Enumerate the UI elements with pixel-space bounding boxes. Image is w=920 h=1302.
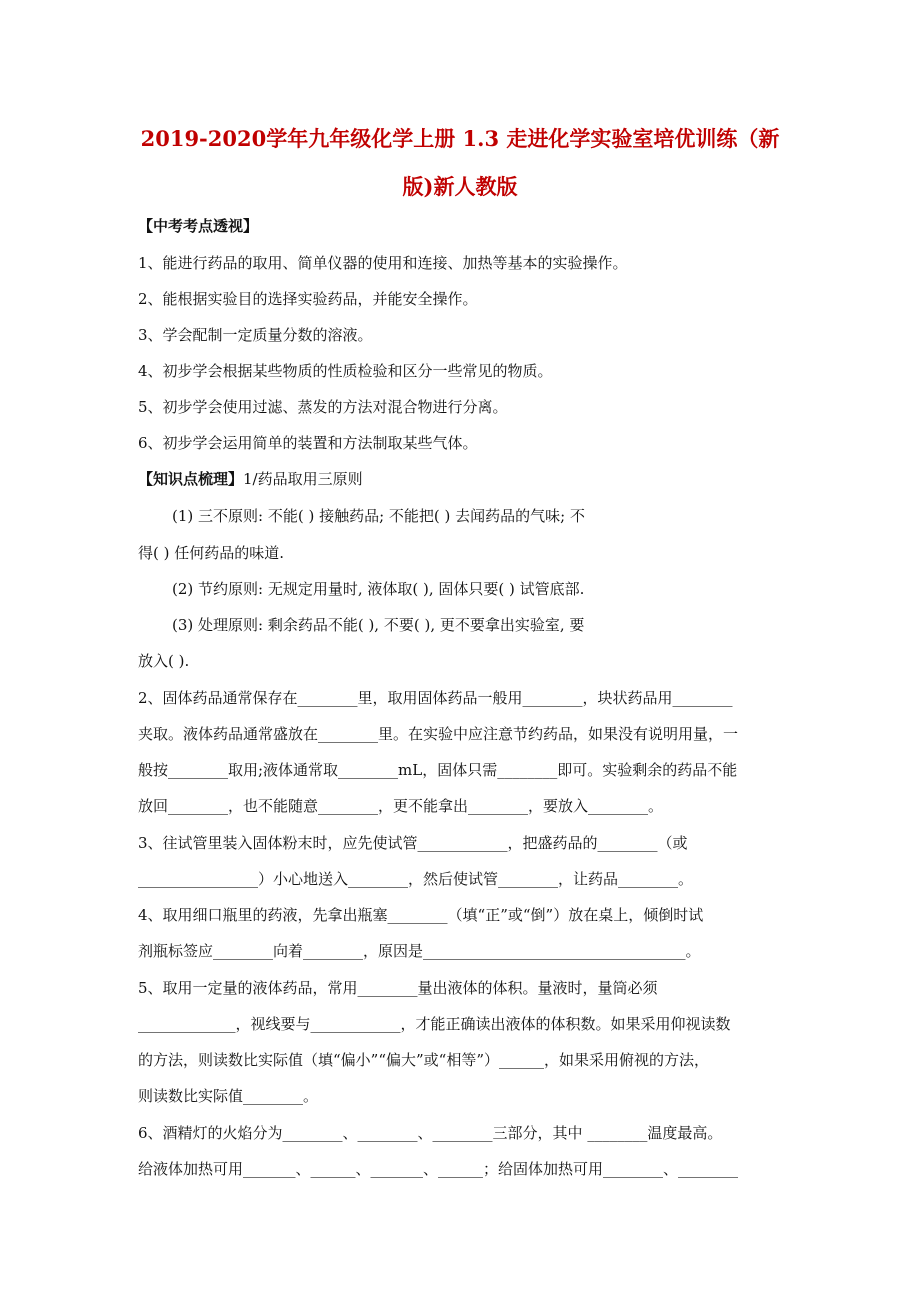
section-heading-exam-points: 【中考考点透视】: [138, 217, 259, 235]
exam-point-3: 3、学会配制一定质量分数的溶液。: [138, 326, 373, 344]
section-heading-knowledge: [138, 469, 363, 489]
principle-1-line-1: (1) 三不原则: 不能( ) 接触药品; 不能把( ) 去闻药品的气味; 不: [172, 507, 585, 525]
question-3-line-2: ________________）小心地送入________，然后使试管________，让药品________。: [138, 870, 694, 888]
principle-3-line-2: 放入( ).: [138, 652, 190, 670]
exam-point-5: 5、初步学会使用过滤、蒸发的方法对混合物进行分离。: [138, 398, 508, 416]
knowledge-heading-label: 【知识点梳理】: [138, 470, 244, 488]
exam-point-2: 2、能根据实验目的选择实验药品，并能安全操作。: [138, 290, 478, 308]
question-2-line-1: 2、固体药品通常保存在________里，取用固体药品一般用________，块状药品用________: [138, 689, 733, 707]
principle-3-line-1: (3) 处理原则: 剩余药品不能( ), 不要( ), 更不要拿出实验室, 要: [172, 616, 585, 634]
question-6-line-1: 6、酒精灯的火焰分为________、________、________三部分，其中 ________温度最高。: [138, 1124, 723, 1142]
question-2-line-3: 般按________取用;液体通常取________mL，固体只需________即可。实验剩余的药品不能: [138, 761, 738, 779]
question-5-line-2: _____________，视线要与____________，才能正确读出液体的体积数。如果采用仰视读数: [138, 1015, 731, 1033]
question-5-line-1: 5、取用一定量的液体药品，常用________量出液体的体积。量液时，量筒必须: [138, 979, 658, 997]
question-2-line-2: 夹取。液体药品通常盛放在________里。在实验中应注意节约药品，如果没有说明用量，一: [138, 725, 739, 743]
question-4-line-1: 4、取用细口瓶里的药液，先拿出瓶塞________（填“正”或“倒”）放在桌上，倾倒时试: [138, 906, 704, 924]
document-title-line-1: 2019-2020学年九年级化学上册 1.3 走进化学实验室培优训练（新: [140, 126, 780, 151]
exam-point-1: 1、能进行药品的取用、简单仪器的使用和连接、加热等基本的实验操作。: [138, 254, 628, 272]
question-4-line-2: 剂瓶标签应________向着________，原因是___________________________________。: [138, 942, 701, 960]
exam-point-4: 4、初步学会根据某些物质的性质检验和区分一些常见的物质。: [138, 362, 553, 380]
question-3-line-1: 3、往试管里装入固体粉末时，应先使试管____________，把盛药品的________（或: [138, 834, 688, 852]
question-5-line-4: 则读数比实际值________。: [138, 1087, 319, 1105]
knowledge-heading-subtitle: 1/药品取用三原则: [243, 470, 363, 488]
principle-1-line-2: 得( ) 任何药品的味道.: [138, 544, 285, 562]
question-2-line-4: 放回________，也不能随意________，更不能拿出________，要放入________。: [138, 797, 664, 815]
principle-2: (2) 节约原则: 无规定用量时, 液体取( ), 固体只要( ) 试管底部.: [172, 580, 585, 598]
exam-point-6: 6、初步学会运用简单的装置和方法制取某些气体。: [138, 434, 478, 452]
question-6-line-2: 给液体加热可用_______、______、_______、______；给固体加热可用________、________: [138, 1160, 739, 1178]
question-5-line-3: 的方法，则读数比实际值（填“偏小”“偏大”或“相等”）______，如果采用俯视的方法，: [138, 1051, 710, 1069]
document-title-line-2: 版)新人教版: [402, 174, 518, 199]
